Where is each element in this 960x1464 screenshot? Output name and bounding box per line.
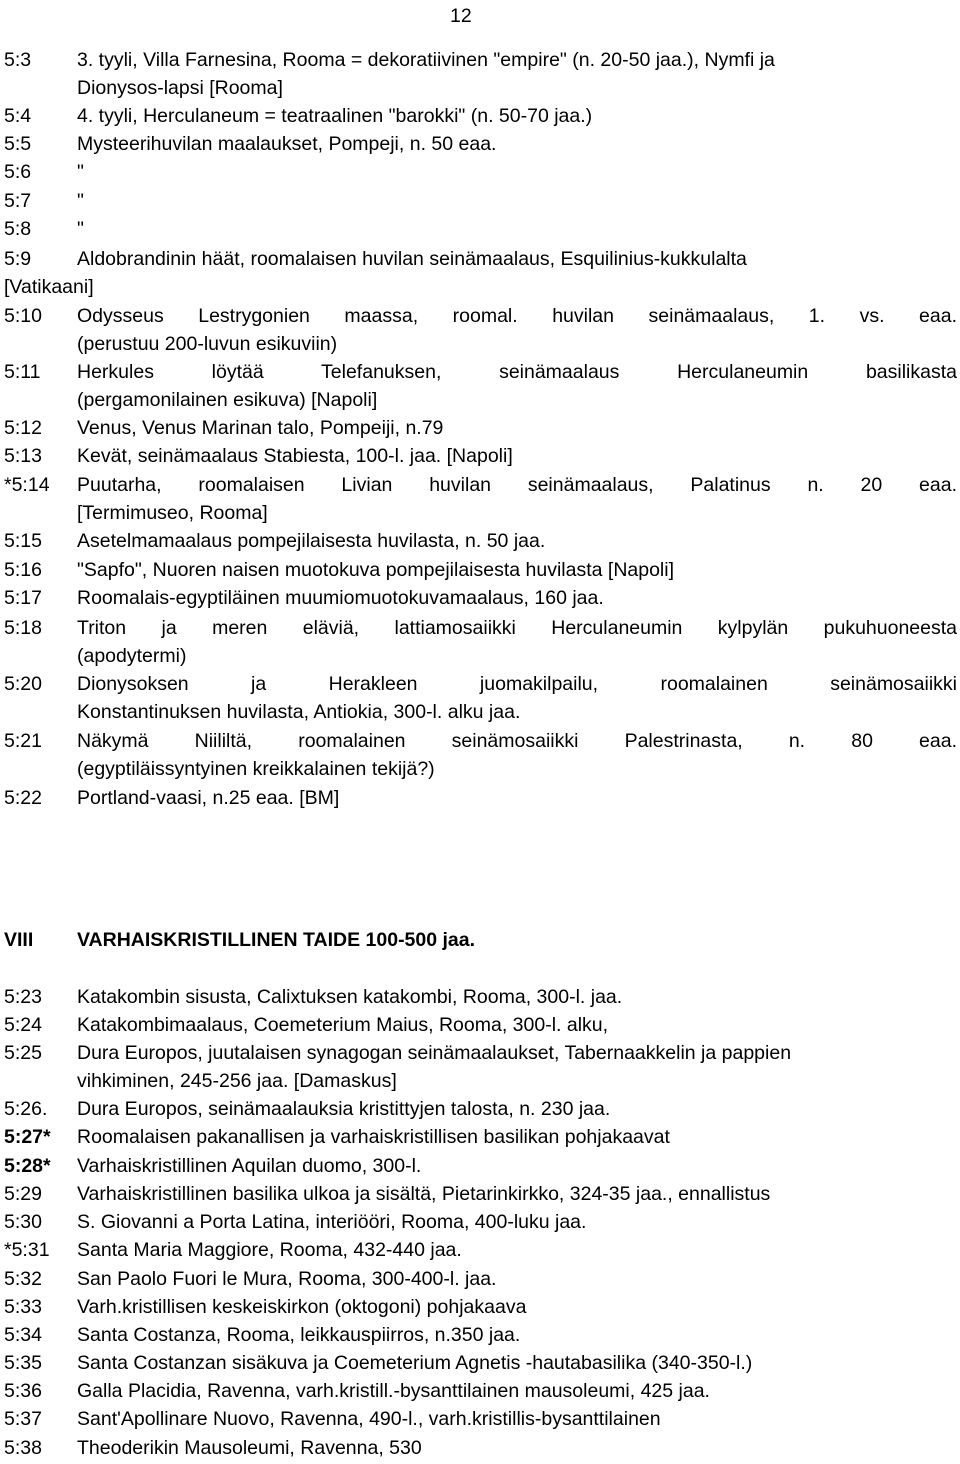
entry-code: 5:16 [4, 559, 42, 581]
entry-text: Puutarha, roomalaisen Livian huvilan seinämaalaus, Palatinus n. 20 eaa. [77, 474, 957, 496]
entry-code: 5:9 [4, 248, 32, 270]
entry-code: 5:10 [4, 305, 42, 327]
entry-text: (pergamonilainen esikuva) [Napoli] [77, 389, 378, 411]
entry-text: Mysteerihuvilan maalaukset, Pompeji, n. 50 eaa. [77, 133, 497, 155]
entry-code: 5:33 [4, 1296, 42, 1318]
entry-code: 5:28* [4, 1155, 51, 1177]
entry-code: 5:35 [4, 1352, 42, 1374]
entry-text: Katakombin sisusta, Calixtuksen katakombi, Rooma, 300-l. jaa. [77, 986, 623, 1008]
entry-text: Herkules löytää Telefanuksen, seinämaalaus Herculaneumin basilikasta [77, 361, 957, 383]
entry-text: Varhaiskristillinen Aquilan duomo, 300-l. [77, 1155, 422, 1177]
entry-text: [Termimuseo, Rooma] [77, 502, 268, 524]
entry-text: Aldobrandinin häät, roomalaisen huvilan seinämaalaus, Esquilinius-kukkulalta [77, 248, 747, 270]
entry-code: 5:8 [4, 218, 32, 240]
entry-text: Kevät, seinämaalaus Stabiesta, 100-l. jaa. [Napoli] [77, 445, 513, 467]
entry-text: 4. tyyli, Herculaneum = teatraalinen "barokki" (n. 50-70 jaa.) [77, 105, 593, 127]
entry-code: 5:21 [4, 730, 42, 752]
entry-code: 5:6 [4, 161, 32, 183]
section-numeral: VIII [4, 929, 34, 951]
entry-text: " [77, 190, 84, 212]
entry-text: Portland-vaasi, n.25 eaa. [BM] [77, 787, 340, 809]
entry-code: 5:3 [4, 49, 32, 71]
entry-code: 5:18 [4, 617, 42, 639]
entry-code: 5:27* [4, 1126, 51, 1148]
entry-code: 5:30 [4, 1211, 42, 1233]
entry-code: 5:15 [4, 530, 42, 552]
entry-text: (perustuu 200-luvun esikuviin) [77, 333, 338, 355]
entry-code: 5:32 [4, 1268, 42, 1290]
entry-code: 5:37 [4, 1408, 42, 1430]
entry-text: San Paolo Fuori le Mura, Rooma, 300-400-l. jaa. [77, 1268, 497, 1290]
entry-code: 5:34 [4, 1324, 42, 1346]
entry-text: Santa Maria Maggiore, Rooma, 432-440 jaa. [77, 1239, 462, 1261]
entry-text: Asetelmamaalaus pompejilaisesta huvilasta, n. 50 jaa. [77, 530, 546, 552]
entry-text: Odysseus Lestrygonien maassa, roomal. huvilan seinämaalaus, 1. vs. eaa. [77, 305, 957, 327]
entry-text: Sant'Apollinare Nuovo, Ravenna, 490-l., varh.kristillis-bysanttilainen [77, 1408, 661, 1430]
entry-code: 5:4 [4, 105, 32, 127]
entry-code: 5:20 [4, 673, 42, 695]
entry-text: "Sapfo", Nuoren naisen muotokuva pompejilaisesta huvilasta [Napoli] [77, 559, 675, 581]
entry-text: Roomalais-egyptiläinen muumiomuotokuvamaalaus, 160 jaa. [77, 587, 604, 609]
entry-text: " [77, 218, 84, 240]
entry-text: Katakombimaalaus, Coemeterium Maius, Rooma, 300-l. alku, [77, 1014, 609, 1036]
entry-code: 5:22 [4, 787, 42, 809]
entry-code: 5:17 [4, 587, 42, 609]
entry-text: Triton ja meren eläviä, lattiamosaiikki Herculaneumin kylpylän pukuhuoneesta [77, 617, 957, 639]
entry-text: Dionysos-lapsi [Rooma] [77, 77, 283, 99]
entry-text: Santa Costanzan sisäkuva ja Coemeterium Agnetis -hautabasilika (340-350-l.) [77, 1352, 753, 1374]
entry-code: 5:11 [4, 361, 41, 383]
entry-text: Dionysoksen ja Herakleen juomakilpailu, roomalainen seinämosaiikki [77, 673, 957, 695]
entry-text: Varh.kristillisen keskeiskirkon (oktogoni) pohjakaava [77, 1296, 527, 1318]
entry-code: 5:13 [4, 445, 42, 467]
entry-text: Dura Europos, juutalaisen synagogan seinämaalaukset, Tabernaakkelin ja pappien [77, 1042, 792, 1064]
entry-text: Roomalaisen pakanallisen ja varhaiskristillisen basilikan pohjakaavat [77, 1126, 670, 1148]
entry-code: 5:36 [4, 1380, 42, 1402]
entry-text: vihkiminen, 245-256 jaa. [Damaskus] [77, 1070, 397, 1092]
entry-text: (apodytermi) [77, 645, 187, 667]
entry-text: Dura Europos, seinämaalauksia kristittyjen talosta, n. 230 jaa. [77, 1098, 611, 1120]
entry-code: 5:5 [4, 133, 32, 155]
entry-text: [Vatikaani] [4, 276, 94, 298]
entry-code: 5:29 [4, 1183, 42, 1205]
entry-code: *5:31 [4, 1239, 50, 1261]
entry-text: " [77, 161, 84, 183]
entry-text: (egyptiläissyntyinen kreikkalainen tekijä?) [77, 758, 435, 780]
entry-code: 5:23 [4, 986, 42, 1008]
section-title: VARHAISKRISTILLINEN TAIDE 100-500 jaa. [77, 929, 476, 951]
entry-text: Varhaiskristillinen basilika ulkoa ja sisältä, Pietarinkirkko, 324-35 jaa., ennallistus [77, 1183, 771, 1205]
entry-code: 5:25 [4, 1042, 42, 1064]
entry-code: 5:26. [4, 1098, 48, 1120]
entry-text: Konstantinuksen huvilasta, Antiokia, 300-l. alku jaa. [77, 701, 521, 723]
entry-code: *5:14 [4, 474, 50, 496]
entry-text: Venus, Venus Marinan talo, Pompeiji, n.79 [77, 417, 444, 439]
entry-text: Santa Costanza, Rooma, leikkauspiirros, n.350 jaa. [77, 1324, 521, 1346]
entry-text: Galla Placidia, Ravenna, varh.kristill.-bysanttilainen mausoleumi, 425 jaa. [77, 1380, 710, 1402]
entry-text: S. Giovanni a Porta Latina, interiööri, Rooma, 400-luku jaa. [77, 1211, 587, 1233]
entry-code: 5:7 [4, 190, 32, 212]
entry-text: Näkymä Niililtä, roomalainen seinämosaiikki Palestrinasta, n. 80 eaa. [77, 730, 957, 752]
page-number: 12 [450, 5, 472, 27]
entry-code: 5:38 [4, 1437, 42, 1459]
entry-code: 5:24 [4, 1014, 42, 1036]
entry-code: 5:12 [4, 417, 42, 439]
entry-text: 3. tyyli, Villa Farnesina, Rooma = dekoratiivinen "empire" (n. 20-50 jaa.), Nymfi ja [77, 49, 775, 71]
entry-text: Theoderikin Mausoleumi, Ravenna, 530 [77, 1437, 422, 1459]
